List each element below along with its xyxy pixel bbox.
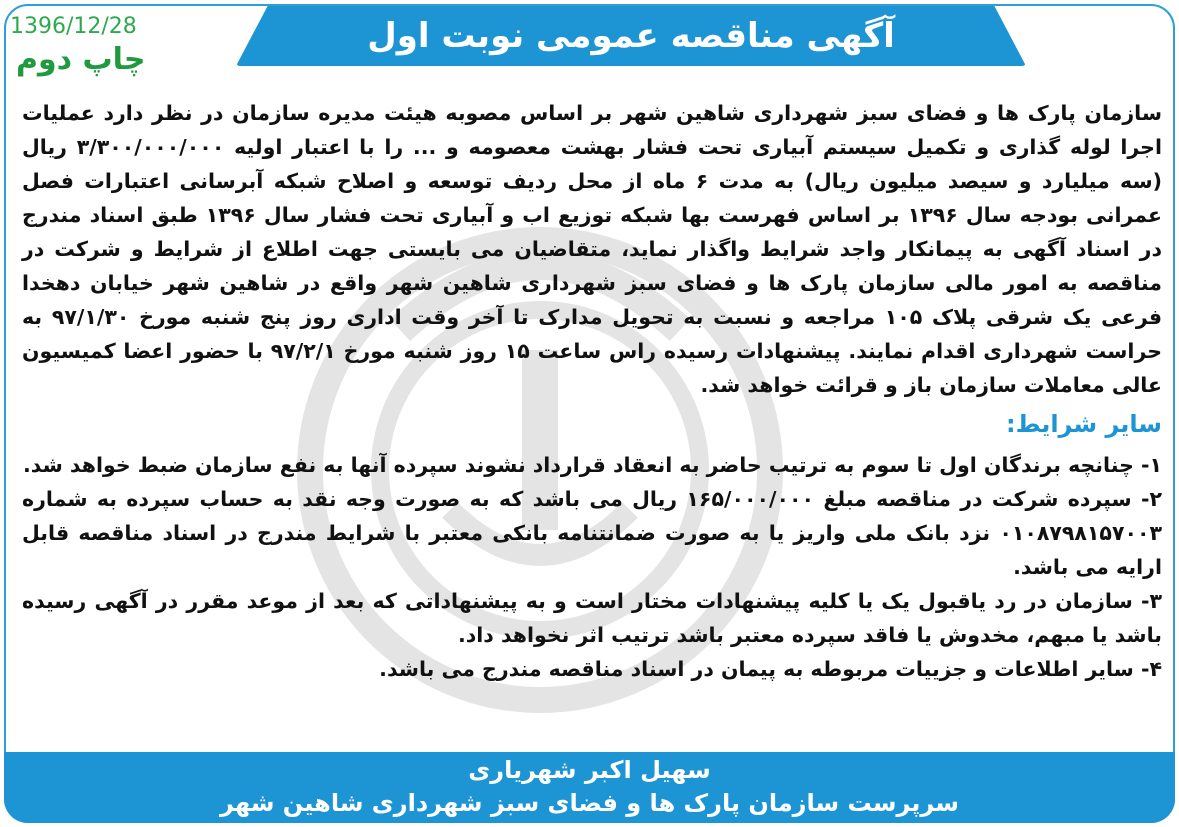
condition-item: ۲- سپرده شرکت در مناقصه مبلغ ۱۶۵/۰۰۰/۰۰۰ ریال می باشد که به صورت وجه نقد به حساب سپرده به شماره ۰۱۰۸۷۹۸۱۵۷۰۰۳ نزد بانک ملی واریز یا به صورت ضمانتنامه بانکی معتبر با شرایط مندرج در اسناد مناقصه قابل ارایه می باشد. xyxy=(22,487,1162,579)
condition-item: ۳- سازمان در رد یاقبول یک یا کلیه پیشنهادات مختار است و به پیشنهاداتی که بعد از موعد مقرر در آگهی رسیده باشد یا مبهم، مخدوش یا فاقد سپرده معتبر باشد ترتیب اثر نخواهد داد. xyxy=(22,589,1162,647)
stamp-date: 1396/12/28 xyxy=(10,14,137,39)
condition-item: ۴- سایر اطلاعات و جزییات مربوطه به پیمان در اسناد مناقصه مندرج می باشد. xyxy=(379,657,1162,681)
notice-title: آگهی مناقصه عمومی نوبت اول xyxy=(367,16,895,56)
condition-item: ۱- چنانچه برندگان اول تا سوم به ترتیب حاضر به انعقاد قرارداد نشوند سپرده آنها به نفع سازمان ضبط خواهد شد. xyxy=(22,453,1162,477)
conditions-list xyxy=(22,448,1162,686)
signatory-name: سهیل اکبر شهریاری xyxy=(468,756,711,784)
reprint-stamp: چاپ دوم xyxy=(16,42,146,77)
other-conditions-heading: سایر شرایط: xyxy=(1006,410,1162,438)
signatory-title: سرپرست سازمان پارک ها و فضای سبز شهرداری شاهین شهر xyxy=(220,789,959,817)
notice-body-paragraph: سازمان پارک ها و فضای سبز شهرداری شاهین شهر بر اساس مصوبه هیئت مدیره سازمان در نظر دارد عملیات اجرا لوله گذاری و تکمیل سیستم آبیاری تحت فشار بهشت معصومه و ... را با اعتبار اولیه ۳/۳۰۰/۰۰۰/۰۰۰ ریال (سه میلیارد و سیصد میلیون ریال) به مدت ۶ ماه از محل ردیف توسعه و اصلاح شبکه آبرسانی اعتبارات فصل عمرانی بودجه سال ۱۳۹۶ بر اساس فهرست بها شبکه توزیع اب و آبیاری تحت فشار سال ۱۳۹۶ طبق اسناد مندرج در اسناد آگهی به پیمانکار واجد شرایط واگذار نماید، متقاضیان می بایستی جهت اطلاع از شرایط و شرکت در مناقصه به امور مالی سازمان پارک ها و فضای سبز شهرداری شاهین شهر واقع در شاهین شهر خیابان دهخدا فرعی یک شرقی پلاک ۱۰۵ مراجعه و نسبت به تحویل مدارک تا آخر وقت اداری روز پنج شنبه مورخ ۹۷/۱/۳۰ به حراست شهرداری اقدام نمایند. پیشنهادات رسیده راس ساعت ۱۵ روز شنبه مورخ ۹۷/۲/۱ با حضور اعضا کمیسیون عالی معاملات سازمان باز و قرائت خواهد شد. xyxy=(22,101,1163,397)
